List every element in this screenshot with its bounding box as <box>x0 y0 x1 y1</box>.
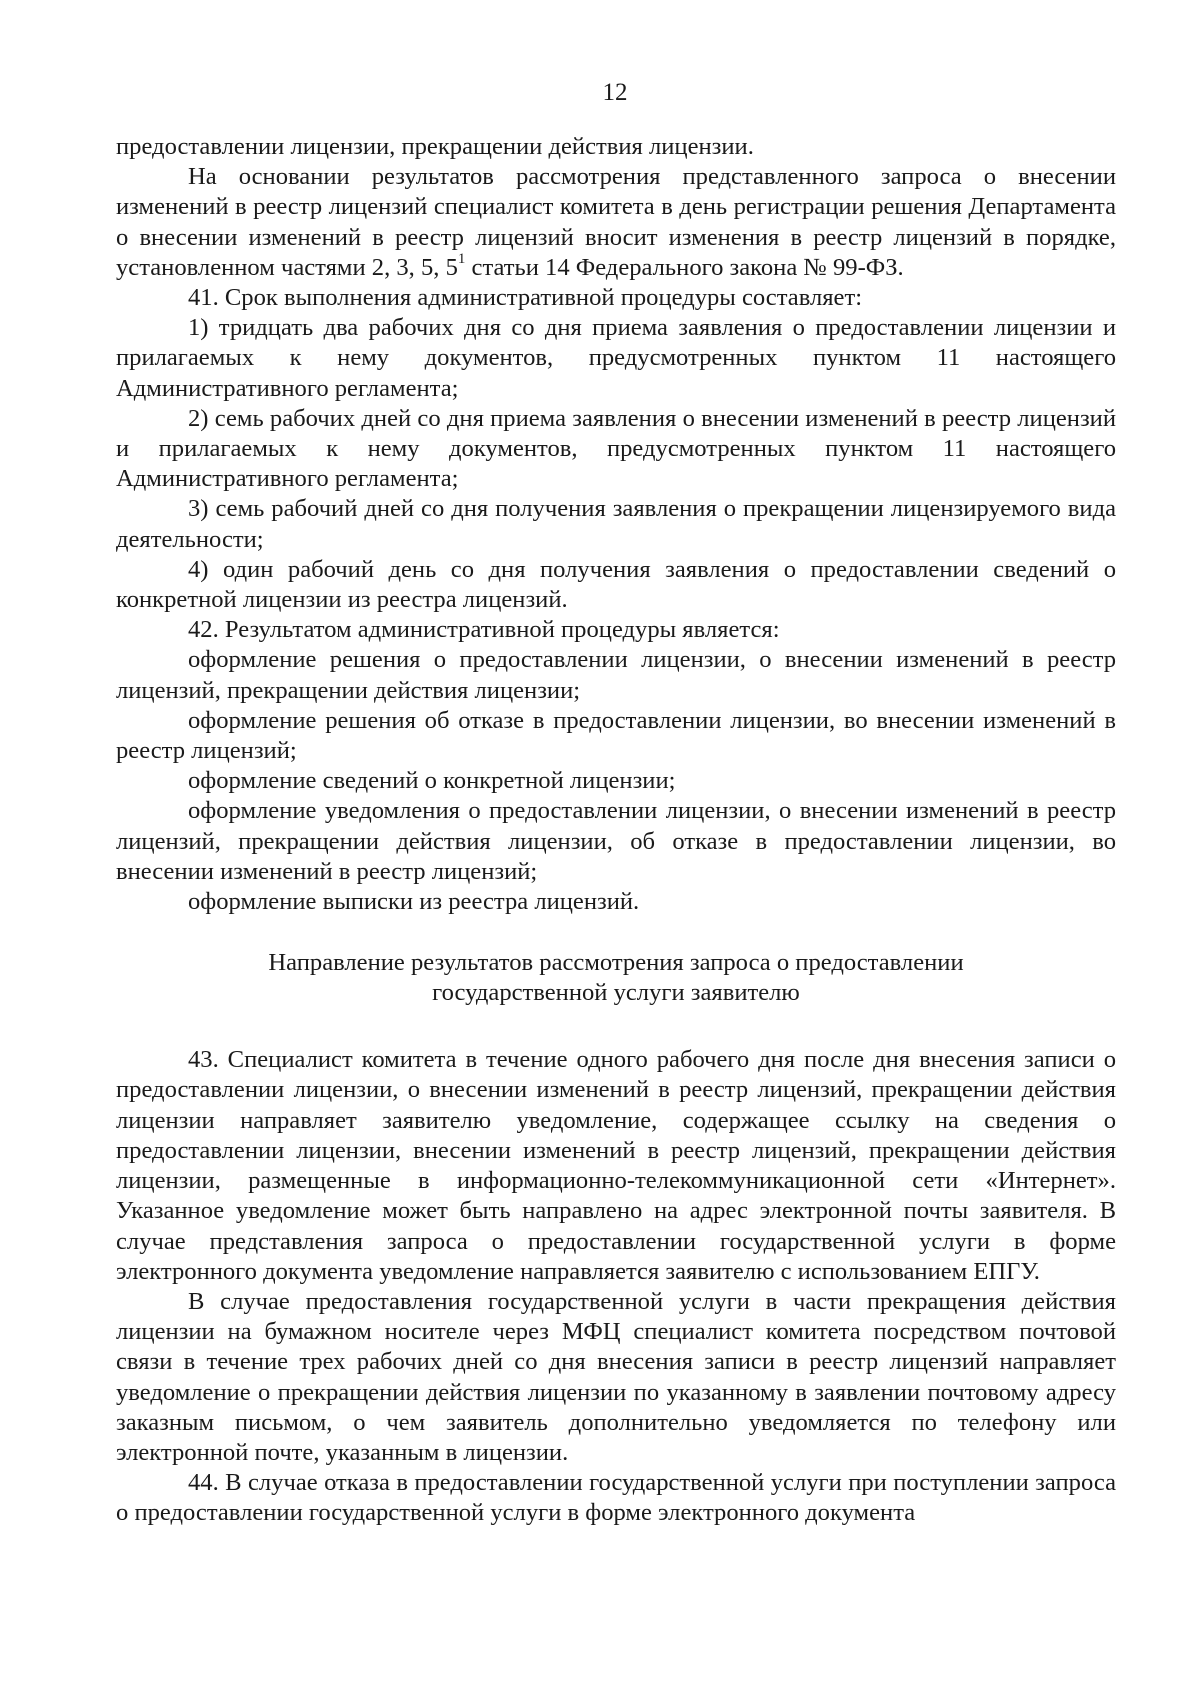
result-item-4: оформление уведомления о предоставлении лицензии, о внесении изменений в реестр лицензий, прекращении действия лицензии, об отказе в предоставлении лицензии, во внесении изменений в реестр лицензий; <box>116 797 1116 885</box>
result-item-3: оформление сведений о конкретной лицензии; <box>188 767 676 795</box>
list-item-1: 1) тридцать два рабочих дня со дня приема заявления о предоставлении лицензии и прилагаемых к нему документов, предусмотренных пунктом 11 настоящего Административного регламента; <box>116 314 1116 402</box>
result-item-2: оформление решения об отказе в предоставлении лицензии, во внесении изменений в реестр лицензий; <box>116 706 1116 765</box>
result-item-5: оформление выписки из реестра лицензий. <box>188 888 640 916</box>
paragraph-continuation: предоставлении лицензии, прекращении действия лицензии. <box>116 133 754 160</box>
paragraph-41: 41. Срок выполнения административной процедуры составляет: <box>188 284 863 312</box>
paragraph-registry-changes <box>116 162 1116 283</box>
section-heading-line-1: Направление результатов рассмотрения запроса о предоставлении <box>268 949 964 977</box>
list-item-2: 2) семь рабочих дней со дня приема заявления о внесении изменений в реестр лицензий и прилагаемых к нему документов, предусмотренных пунктом 11 настоящего Административного регламента; <box>116 404 1116 493</box>
page-number: 12 <box>602 79 628 106</box>
paragraph-registry-changes-text: На основании результатов рассмотрения представленного запроса о внесении изменений в реестр лицензий специалист комитета в день регистрации решения Департамента о внесении изменений в реестр лицензий вносит изменения в реестр лицензий в порядке, установленном частями 2, 3, 5, 5 <box>116 163 1116 281</box>
paragraph-mfc: В случае предоставления государственной услуги в части прекращения действия лицензии на бумажном носителе через МФЦ специалист комитета посредством почтовой связи в течение трех рабочих дней со дня внесения записи в реестр лицензий направляет уведомление о прекращении действия лицензии по указанному в заявлении почтовому адресу заказным письмом, о чем заявитель дополнительно уведомляется по телефону или электронной почте, указанным в лицензии. <box>116 1287 1116 1466</box>
result-item-1: оформление решения о предоставлении лицензии, о внесении изменений в реестр лицензий, прекращении действия лицензии; <box>116 646 1116 704</box>
paragraph-43: 43. Специалист комитета в течение одного рабочего дня после дня внесения записи о предоставлении лицензии, о внесении изменений в реестр лицензий, прекращении действия лицензии направляет заявителю уведомление, содержащее ссылку на сведения о предоставлении лицензии, внесении изменений в реестр лицензий, прекращении действия лицензии, размещенные в информационно-телекоммуникационной сети «Интернет». Указанное уведомление может быть направлено на адрес электронной почты заявителя. В случае представления запроса о предоставлении государственной услуги в форме электронного документа уведомление направляется заявителю с использованием ЕПГУ. <box>116 1046 1116 1285</box>
paragraph-registry-changes-tail: статьи 14 Федерального закона № 99-ФЗ. <box>465 253 904 281</box>
list-item-3: 3) семь рабочий дней со дня получения заявления о прекращении лицензируемого вида деятельности; <box>116 495 1116 553</box>
document-body <box>116 132 1116 1529</box>
list-item-4: 4) один рабочий день со дня получения заявления о предоставлении сведений о конкретной лицензии из реестра лицензий. <box>116 555 1116 614</box>
paragraph-42: 42. Результатом административной процедуры является: <box>188 616 780 644</box>
section-heading <box>116 948 1116 1008</box>
superscript-part-number: 1 <box>457 250 466 267</box>
section-heading-line-2: государственной услуги заявителю <box>432 979 800 1007</box>
paragraph-44: 44. В случае отказа в предоставлении государственной услуги при поступлении запроса о предоставлении государственной услуги в форме электронного документа <box>116 1469 1116 1527</box>
